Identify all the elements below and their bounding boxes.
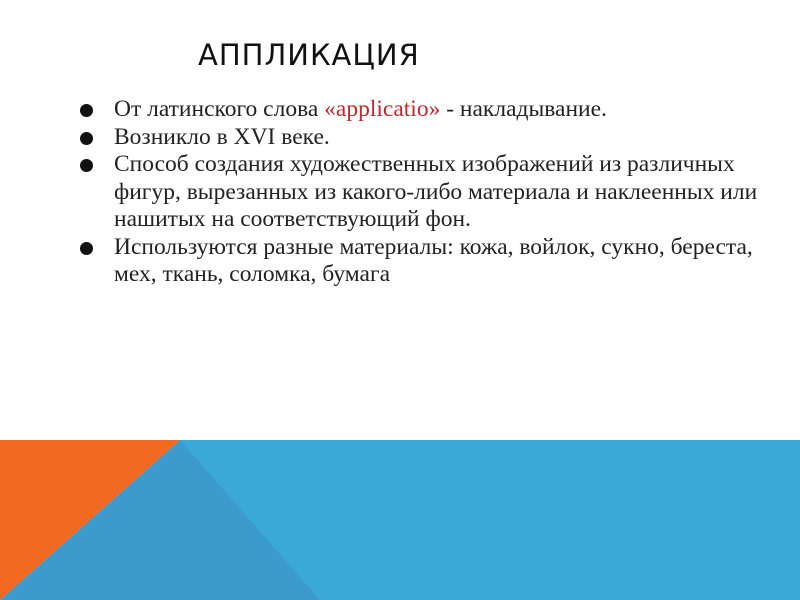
bullet-text: Способ создания художественных изображений из различных фигур, вырезанных из какого-либо материала и наклеенных или нашитых на соответствующий фон. [114, 151, 758, 232]
latin-word-highlight: «applicatio» [324, 96, 441, 122]
bullet-text: Используются разные материалы: кожа, войлок, сукно, береста, мех, ткань, соломка, бумага [114, 233, 753, 287]
slide-title: АППЛИКАЦИЯ [198, 38, 420, 72]
bullet-text-before: От латинского слова [114, 96, 325, 122]
bullet-text-after: - накладывание. [440, 96, 607, 122]
bullet-text: Возникло в XVI веке. [114, 123, 330, 150]
